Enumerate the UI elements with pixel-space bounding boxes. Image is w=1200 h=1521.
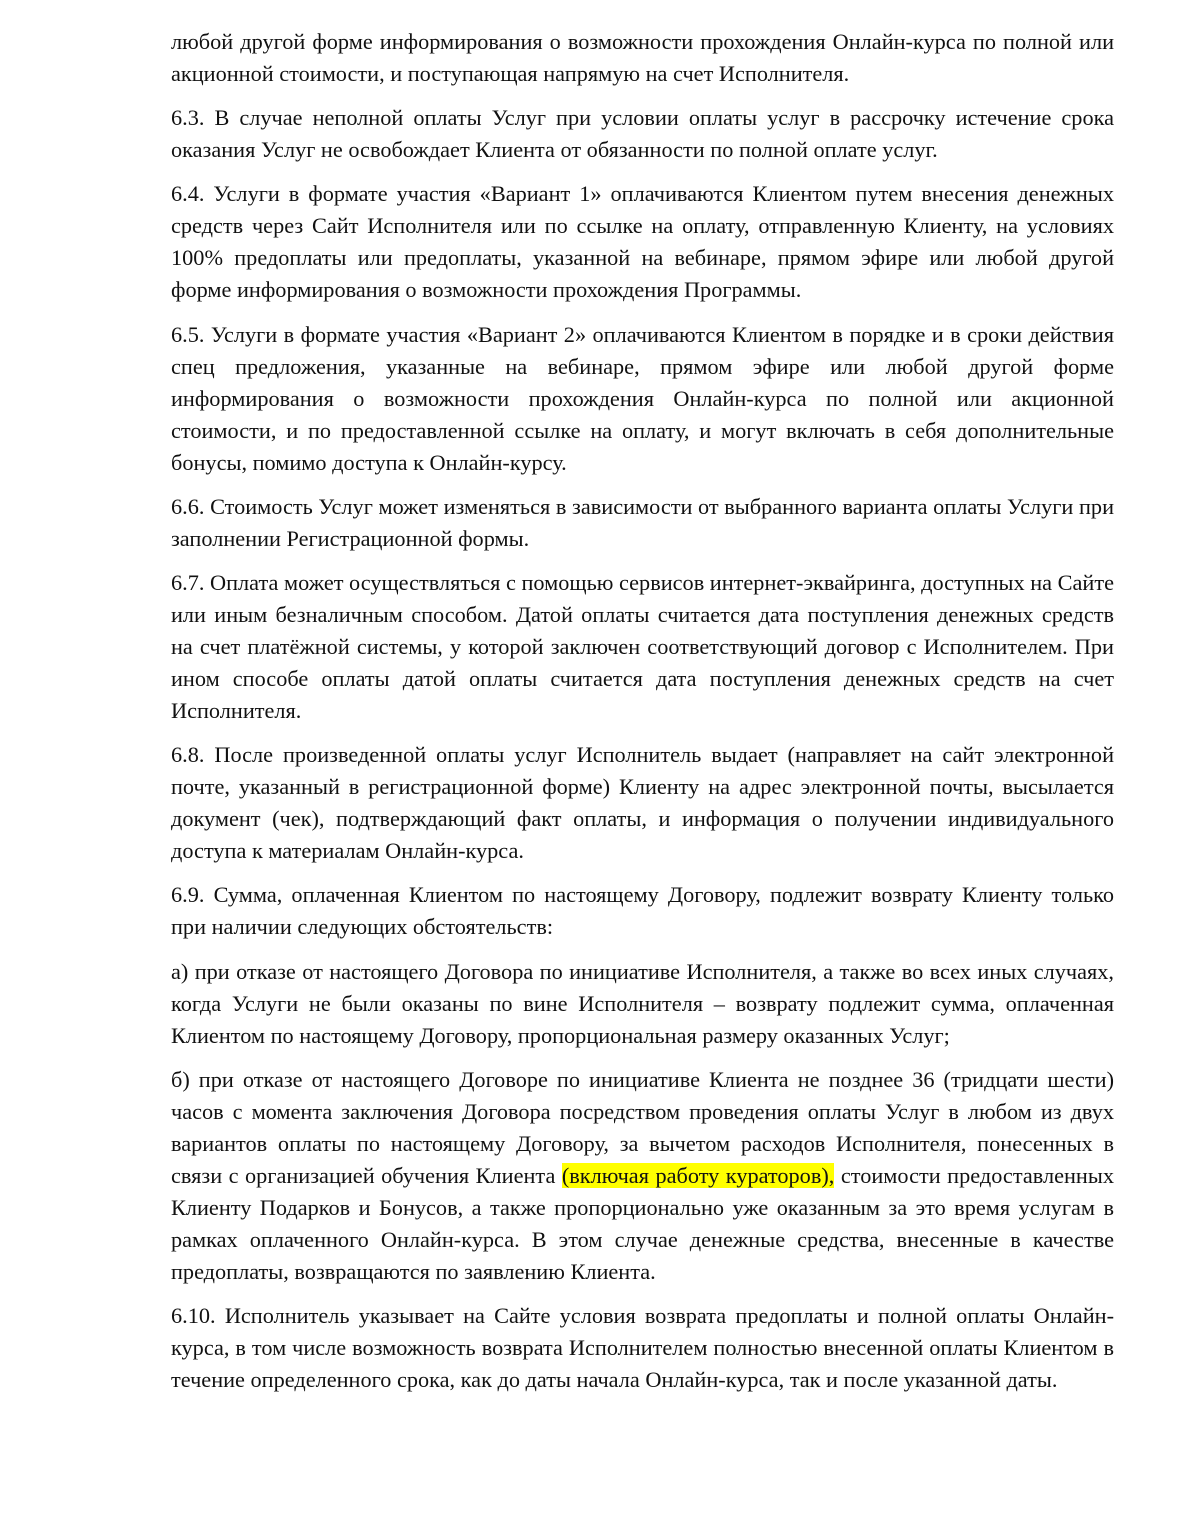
paragraph-6-10: 6.10. Исполнитель указывает на Сайте условия возврата предоплаты и полной оплаты Онлайн-курса, в том числе возможность возврата Исполнителем полностью внесенной оплаты Клиентом в течение определенного срока, как до даты начала Онлайн-курса, так и после указанной даты. [171, 1302, 1114, 1392]
paragraph-6-7: 6.7. Оплата может осуществляться с помощью сервисов интернет-эквайринга, доступных на Сайте или иным безналичным способом. Датой оплаты считается дата поступления денежных средств на счет платёжной системы, у которой заключен соответствующий договор с Исполнителем. При ином способе оплаты датой оплаты считается дата поступления денежных средств на счет Исполнителя. [171, 569, 1114, 723]
paragraph-6-2-continuation: любой другой форме информирования о возможности прохождения Онлайн-курса по полной или акционной стоимости, и поступающая напрямую на счет Исполнителя. [171, 29, 1114, 86]
paragraph-6-9-b [171, 1064, 1114, 1288]
paragraph-6-4: 6.4. Услуги в формате участия «Вариант 1» оплачиваются Клиентом путем внесения денежных средств через Сайт Исполнителя или по ссылке на оплату, отправленную Клиенту, на условиях 100% предоплаты или предоплаты, указанной на вебинаре, прямом эфире или любой другой форме информирования о возможности прохождения Программы. [171, 181, 1114, 303]
paragraph-6-5: 6.5. Услуги в формате участия «Вариант 2» оплачиваются Клиентом в порядке и в сроки действия спец предложения, указанные на вебинаре, прямом эфире или любой другой форме информирования о возможности прохождения Онлайн-курса по полной или акционной стоимости, и по предоставленной ссылке на оплату, и могут включать в себя дополнительные бонусы, помимо доступа к Онлайн-курсу. [171, 321, 1114, 475]
paragraph-6-6: 6.6. Стоимость Услуг может изменяться в зависимости от выбранного варианта оплаты Услуги при заполнении Регистрационной формы. [171, 493, 1114, 551]
paragraph-6-3: 6.3. В случае неполной оплаты Услуг при условии оплаты услуг в рассрочку истечение срока оказания Услуг не освобождает Клиента от обязанности по полной оплате услуг. [171, 105, 1114, 163]
paragraph-6-9-a: а) при отказе от настоящего Договора по инициативе Исполнителя, а также во всех иных случаях, когда Услуги не были оказаны по вине Исполнителя – возврату подлежит сумма, оплаченная Клиентом по настоящему Договору, пропорциональная размеру оказанных Услуг; [171, 958, 1114, 1048]
paragraph-6-9: 6.9. Сумма, оплаченная Клиентом по настоящему Договору, подлежит возврату Клиенту только при наличии следующих обстоятельств: [171, 882, 1114, 940]
paragraph-6-8: 6.8. После произведенной оплаты услуг Исполнитель выдает (направляет на сайт электронной почте, указанный в регистрационной форме) Клиенту на адрес электронной почты, высылается документ (чек), подтверждающий факт оплаты, и информация о получении индивидуального доступа к материалам Онлайн-курса. [171, 742, 1114, 864]
paragraph-6-9-b-text-after: стоимости предоставленных Клиенту Подарков и Бонусов, а также пропорционально уже оказанным за это время услугам в рамках оплаченного Онлайн-курса. В этом случае денежные средства, внесенные в качестве предоплаты, возвращаются по заявлению Клиента. [171, 1162, 1114, 1284]
highlighted-text: (включая работу кураторов), [561, 1162, 835, 1188]
document-body [171, 26, 1114, 1408]
paragraph-6-9-b-text-before: б) при отказе от настоящего Договоре по инициативе Клиента не позднее 36 (тридцати шести) часов с момента заключения Договора посредством проведения оплаты Услуг в любом из двух вариантов оплаты по настоящему Договору, за вычетом расходов Исполнителя, понесенных в связи с организацией обучения Клиента [171, 1066, 1114, 1188]
